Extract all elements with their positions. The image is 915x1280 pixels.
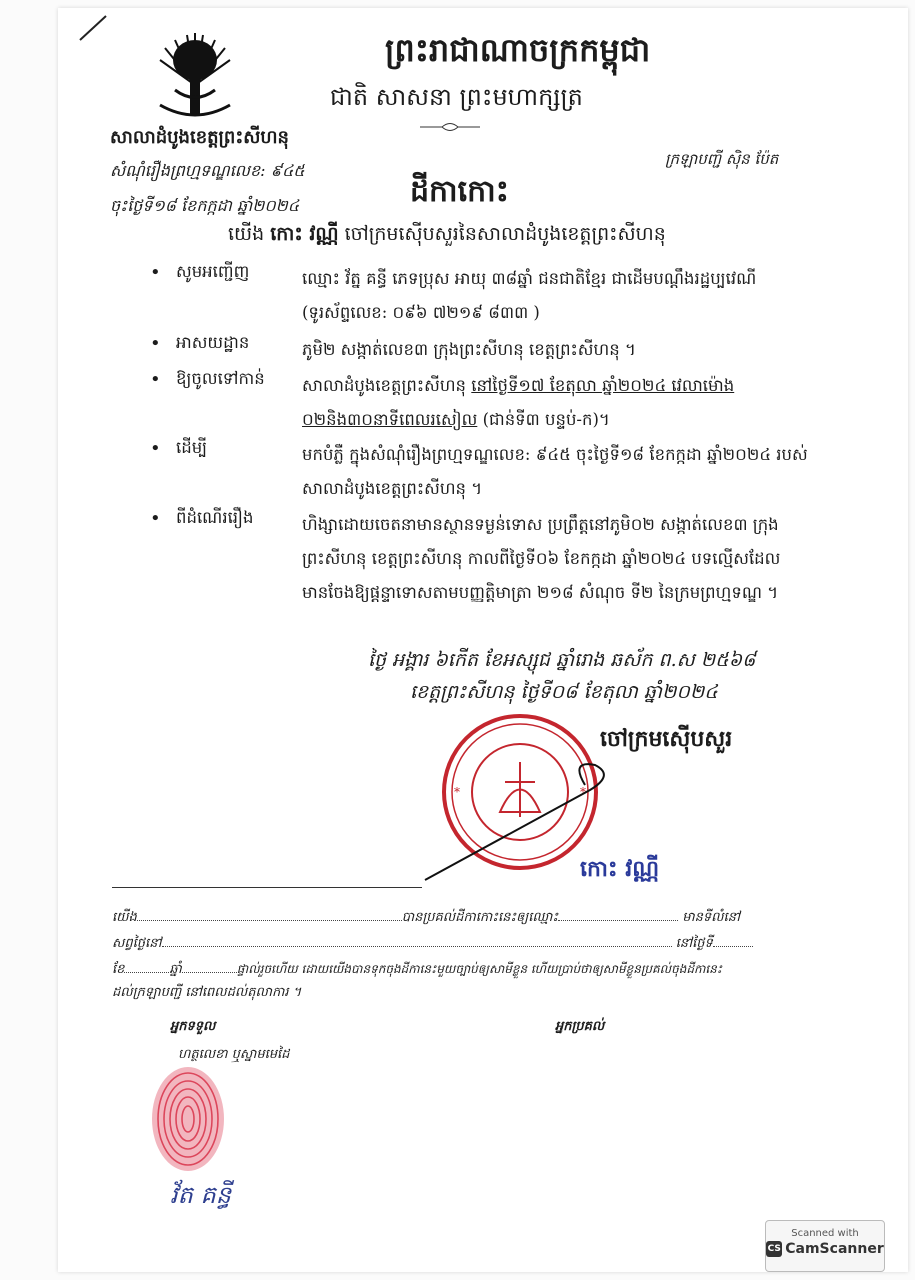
camscanner-logo-icon: CS bbox=[766, 1241, 782, 1257]
document-title: ដីកាកោះ bbox=[410, 174, 509, 209]
bullet-icon: • bbox=[150, 262, 161, 283]
case-number: សំណុំរឿងព្រហ្មទណ្ឌលេខ: ៩៤៥ bbox=[110, 161, 305, 180]
bullet-icon: • bbox=[150, 438, 161, 459]
room-location: (ជាន់ទី៣ បន្ទប់-ក)។ bbox=[482, 410, 610, 429]
form-line-3 bbox=[112, 960, 812, 980]
signatory-name: កោះ វណ្ណី bbox=[580, 856, 660, 882]
handwritten-name: វ័ត គន្ធី bbox=[170, 1181, 231, 1209]
blank-line bbox=[713, 934, 753, 947]
field-purpose bbox=[150, 438, 830, 508]
kingdom-title: ព្រះរាជាណាចក្រកម្ពុជា bbox=[385, 31, 651, 69]
bullet-icon: • bbox=[150, 333, 161, 354]
pen-mark-icon bbox=[78, 14, 108, 42]
field-invitee bbox=[150, 262, 830, 332]
blank-line bbox=[558, 908, 678, 921]
clerk-reference: ក្រឡាបញ្ជី ស៊ិន ប៉ែត bbox=[665, 150, 779, 168]
scanner-badge bbox=[765, 1220, 885, 1272]
intro-prefix: យើង bbox=[228, 223, 265, 245]
field-label: សូមអញ្ជើញ bbox=[176, 262, 250, 281]
scanner-brand: CamScanner bbox=[785, 1241, 884, 1257]
svg-text:*: * bbox=[580, 785, 586, 799]
fingerprint-icon bbox=[148, 1062, 228, 1177]
field-appear-at bbox=[150, 369, 830, 439]
bullet-icon: • bbox=[150, 508, 161, 529]
blank-line bbox=[162, 934, 672, 947]
field-value: ហិង្សាដោយចេតនាមានស្ថានទម្ងន់ទោស ប្រព្រឹត្តនៅភូមិ០២ សង្កាត់លេខ៣ ក្រុងព្រះសីហនុ ខេត្តព្រះសីហនុ កាលពីថ្ងៃទី០៦ ខែកក្កដា ឆ្នាំ២០២៤ បទល្មើសដែលមានចែងឱ្យផ្តន្ទាទោសតាមបញ្ញត្តិមាត្រា ២១៨ សំណុច ទី២ នៃក្រមព្រហ្មទណ្ឌ ។ bbox=[302, 515, 781, 602]
form-text: ខែ bbox=[112, 962, 125, 977]
court-location: សាលាដំបូងខេត្តព្រះសីហនុ bbox=[302, 376, 467, 395]
form-text: ផ្ទាល់រួចហើយ ដោយយើងបានទុកចុងដីកានេះមួយច្បាប់ឲ្យសាមីខ្លួន ហើយប្រាប់ថាឲ្យសាមីខ្លួនប្រគល់ចុងដីកានេះ bbox=[236, 962, 723, 976]
giver-label: អ្នកប្រគល់ bbox=[555, 1019, 605, 1034]
blank-line bbox=[182, 960, 237, 973]
form-line-1 bbox=[112, 908, 812, 928]
judge-name: កោះ វណ្ណី bbox=[270, 223, 339, 245]
royal-emblem-icon bbox=[150, 30, 240, 125]
place-and-date: ខេត្តព្រះសីហនុ ថ្ងៃទី០៨ ខែតុលា ឆ្នាំ២០២៤ bbox=[410, 681, 718, 703]
form-text: នៅថ្ងៃទី bbox=[675, 936, 713, 951]
field-label: អាសយដ្ឋាន bbox=[176, 333, 250, 352]
scanner-line-2 bbox=[766, 1241, 884, 1257]
field-label: ឱ្យចូលទៅកាន់ bbox=[176, 369, 265, 388]
blank-line bbox=[124, 960, 169, 973]
appointment-datetime: នៅថ្ងៃទី១៧ ខែតុលា ឆ្នាំ២០២៤ វេលាម៉ោង ០២និង៣០នាទីពេលរសៀល bbox=[302, 376, 735, 429]
blank-line bbox=[137, 908, 402, 921]
intro-suffix: ចៅក្រមស៊ើបសួរនៃសាលាដំបូងខេត្តព្រះសីហនុ bbox=[344, 223, 666, 245]
field-value: មកបំភ្លឺ ក្នុងសំណុំរឿងព្រហ្មទណ្ឌលេខ: ៩៤៥ ចុះថ្ងៃទី១៨ ខែកក្កដា ឆ្នាំ២០២៤ របស់សាលាដំបូងខេត្តព្រះសីហនុ ។ bbox=[302, 445, 808, 498]
national-motto: ជាតិ សាសនា ព្រះមហាក្សត្រ bbox=[330, 83, 583, 111]
field-case-facts bbox=[150, 508, 830, 644]
signatory-title: ចៅក្រមស៊ើបសួរ bbox=[600, 726, 733, 752]
form-text: ដល់ក្រឡាបញ្ជី នៅពេលដល់តុលាការ ។ bbox=[112, 985, 302, 1000]
bullet-icon: • bbox=[150, 369, 161, 390]
field-label: ដើម្បី bbox=[176, 438, 208, 457]
form-line-2 bbox=[112, 934, 812, 954]
field-address bbox=[150, 333, 830, 369]
scanner-line-1: Scanned with bbox=[791, 1228, 859, 1239]
field-value: ឈ្មោះ វ័ត្ន គន្ធី ភេទប្រុស អាយុ ៣៨ឆ្នាំ ជនជាតិខ្មែរ ជាដើមបណ្តឹងរដ្ឋប្បវេណី (ទូរស័ព្ទលេខ: ០៩៦ ៧២១៩ ៨៣៣ ) bbox=[302, 269, 757, 322]
form-text: បានប្រគល់ដីកាកោះនេះឲ្យឈ្មោះ bbox=[401, 910, 559, 925]
form-text: សព្វថ្ងៃនៅ bbox=[112, 936, 162, 951]
case-date: ចុះថ្ងៃទី១៨ ខែកក្កដា ឆ្នាំ២០២៤ bbox=[110, 196, 300, 215]
receiver-signature-note: ហត្ថលេខា ឬស្នាមមេដៃ bbox=[178, 1047, 290, 1062]
court-name: សាលាដំបូងខេត្តព្រះសីហនុ bbox=[110, 127, 289, 148]
intro-line bbox=[228, 222, 666, 250]
receiver-label: អ្នកទទួល bbox=[170, 1019, 216, 1034]
form-line-4 bbox=[112, 984, 812, 1003]
lunar-date: ថ្ងៃ អង្គារ ៦កើត ខែអស្សុជ ឆ្នាំរោង ឆស័ក ព.ស ២៥៦៨ bbox=[368, 649, 756, 671]
form-text: មានទីលំនៅ bbox=[682, 910, 740, 925]
section-divider bbox=[112, 887, 422, 888]
field-label: ពីដំណើររឿង bbox=[176, 508, 254, 527]
field-value: ភូមិ២ សង្កាត់លេខ៣ ក្រុងព្រះសីហនុ ខេត្តព្រះសីហនុ ។ bbox=[302, 340, 636, 359]
form-text: ឆ្នាំ bbox=[169, 962, 182, 977]
form-text: យើង bbox=[112, 910, 137, 925]
field-value bbox=[302, 369, 822, 437]
svg-text:*: * bbox=[454, 785, 460, 799]
ornament-divider-icon bbox=[420, 122, 480, 132]
